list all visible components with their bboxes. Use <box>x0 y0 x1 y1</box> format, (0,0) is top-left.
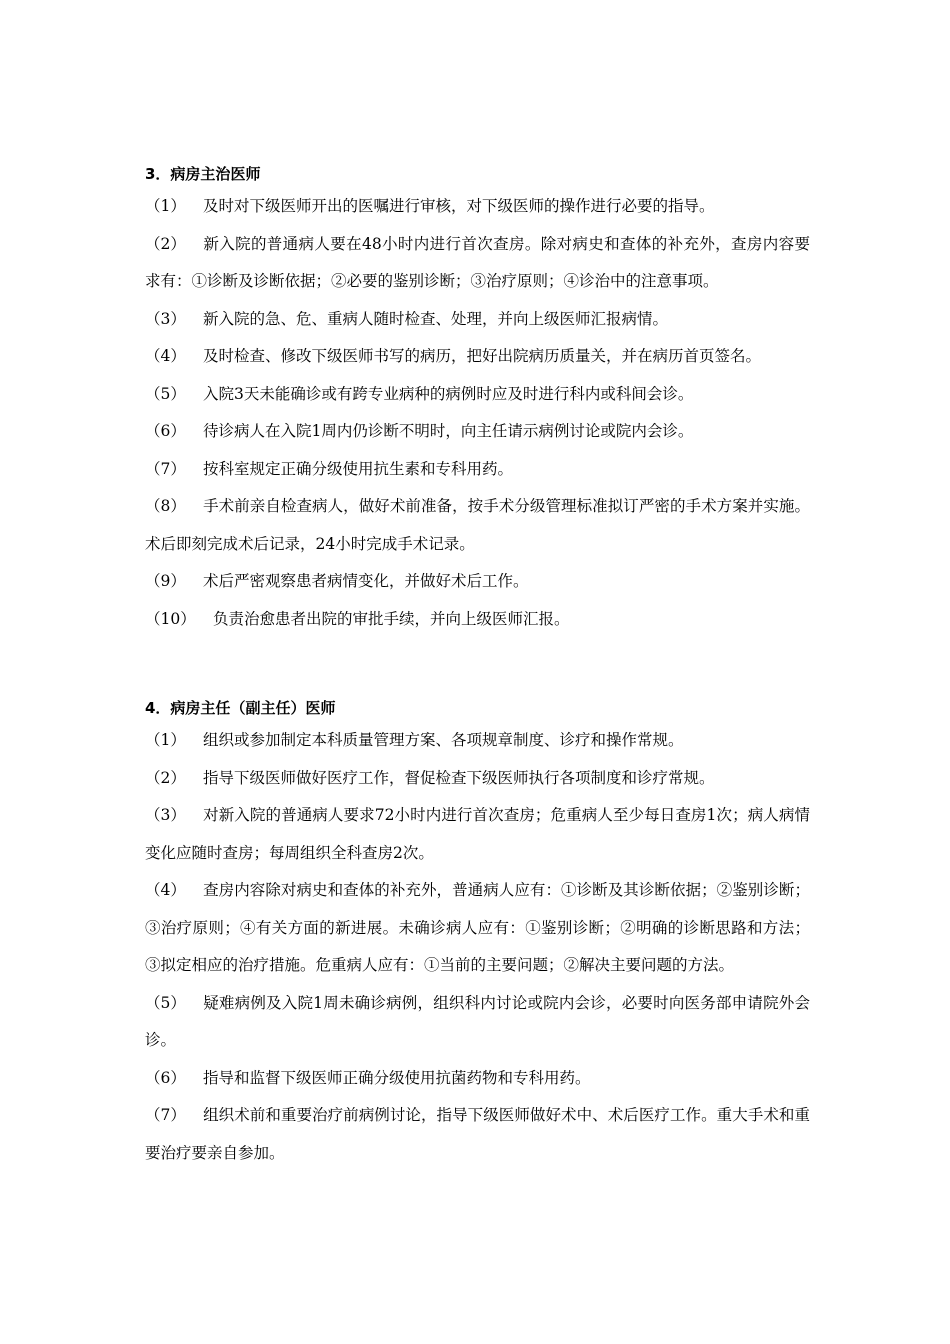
list-item <box>145 1097 810 1172</box>
item-text: 新入院的急、危、重病人随时检查、处理，并向上级医师汇报病情。 <box>203 309 669 328</box>
list-item <box>145 563 810 601</box>
section-heading: 4．病房主任（副主任）医师 <box>145 699 336 717</box>
list-item <box>145 872 810 985</box>
item-text: 手术前亲自检查病人，做好术前准备，按手术分级管理标准拟订严密的手术方案并实施。术后即刻完成术后记录，24小时完成手术记录。 <box>145 497 810 553</box>
item-text: 术后严密观察患者病情变化，并做好术后工作。 <box>203 572 529 590</box>
item-text: 及时检查、修改下级医师书写的病历，把好出院病历质量关，并在病历首页签名。 <box>203 347 762 365</box>
item-text: 指导和监督下级医师正确分级使用抗菌药物和专科用药。 <box>203 1068 591 1087</box>
list-item <box>145 1060 810 1098</box>
list-item <box>145 722 810 760</box>
item-number: （10） <box>145 609 196 628</box>
item-number: （4） <box>145 347 186 365</box>
item-number: （2） <box>145 768 186 787</box>
list-item <box>145 985 810 1060</box>
item-number: （7） <box>145 1106 186 1124</box>
item-number: （5） <box>145 993 186 1012</box>
section-spacer <box>145 638 810 694</box>
list-item <box>145 188 810 226</box>
item-text: 组织术前和重要治疗前病例讨论，指导下级医师做好术中、术后医疗工作。重大手术和重要治疗要亲自参加。 <box>145 1106 810 1162</box>
list-item <box>145 376 810 414</box>
item-text: 查房内容除对病史和查体的补充外，普通病人应有：①诊断及其诊断依据；②鉴别诊断；③治疗原则；④有关方面的新进展。未确诊病人应有：①鉴别诊断；②明确的诊断思路和方法；③拟定相应的治疗措施。危重病人应有：①当前的主要问题；②解决主要问题的方法。 <box>145 881 810 974</box>
item-text: 入院3天未能确诊或有跨专业病种的病例时应及时进行科内或科间会诊。 <box>203 384 694 403</box>
item-number: （1） <box>145 731 186 749</box>
item-number: （4） <box>145 881 186 899</box>
item-text: 新入院的普通病人要在48小时内进行首次查房。除对病史和查体的补充外，查房内容要求有：①诊断及诊断依据；②必要的鉴别诊断；③治疗原则；④诊治中的注意事项。 <box>145 234 810 290</box>
item-text: 组织或参加制定本科质量管理方案、各项规章制度、诊疗和操作常规。 <box>203 731 684 749</box>
item-text: 对新入院的普通病人要求72小时内进行首次查房；危重病人至少每日查房1次；病人病情变化应随时查房；每周组织全科查房2次。 <box>145 806 810 862</box>
item-number: （8） <box>145 497 186 515</box>
item-text: 按科室规定正确分级使用抗生素和专科用药。 <box>203 459 514 478</box>
item-text: 指导下级医师做好医疗工作，督促检查下级医师执行各项制度和诊疗常规。 <box>203 768 715 787</box>
item-number: （9） <box>145 572 186 590</box>
item-number: （1） <box>145 197 186 215</box>
item-number: （3） <box>145 806 186 824</box>
item-number: （5） <box>145 384 186 403</box>
item-number: （2） <box>145 234 186 253</box>
list-item <box>145 338 810 376</box>
list-item <box>145 797 810 872</box>
list-item <box>145 301 810 339</box>
item-number: （6） <box>145 422 186 440</box>
list-item <box>145 488 810 563</box>
item-text: 及时对下级医师开出的医嘱进行审核，对下级医师的操作进行必要的指导。 <box>203 197 715 215</box>
list-item <box>145 760 810 798</box>
list-item <box>145 226 810 301</box>
item-number: （6） <box>145 1068 186 1087</box>
list-item <box>145 451 810 489</box>
item-text: 待诊病人在入院1周内仍诊断不明时，向主任请示病例讨论或院内会诊。 <box>203 422 694 440</box>
section-heading: 3．病房主治医师 <box>145 165 261 183</box>
item-number: （7） <box>145 459 186 478</box>
item-text: 疑难病例及入院1周未确诊病例，组织科内讨论或院内会诊，必要时向医务部申请院外会诊。 <box>145 993 810 1049</box>
item-number: （3） <box>145 309 186 328</box>
list-item <box>145 413 810 451</box>
list-item <box>145 601 810 639</box>
item-text: 负责治愈患者出院的审批手续，并向上级医师汇报。 <box>213 609 570 628</box>
document-page <box>145 160 810 1172</box>
